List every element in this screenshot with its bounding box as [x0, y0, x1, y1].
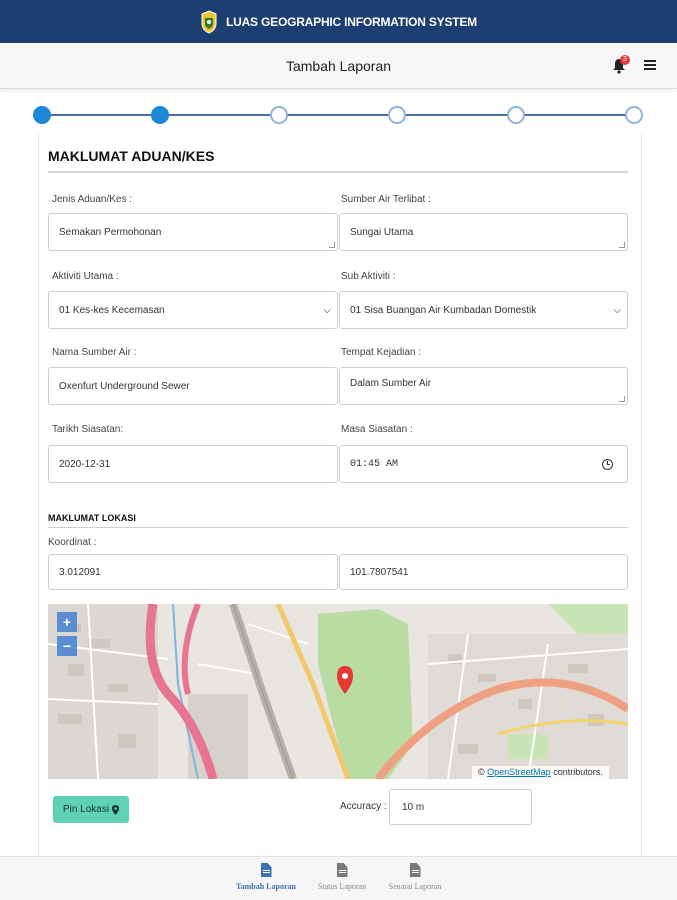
jenis-aduan-label: Jenis Aduan/Kes :: [52, 194, 133, 205]
latitude-value: 3.012091: [59, 566, 101, 578]
stepper-step-5[interactable]: [507, 106, 525, 124]
masa-siasatan-label: Masa Siasatan :: [341, 424, 413, 435]
stepper-step-1[interactable]: [33, 106, 51, 124]
tarikh-siasatan-value: 2020-12-31: [59, 458, 111, 470]
aktiviti-utama-value: 01 Kes-kes Kecemasan: [59, 304, 165, 316]
jenis-aduan-field[interactable]: [48, 213, 338, 251]
nav-status-laporan[interactable]: [307, 863, 377, 891]
accuracy-field[interactable]: [389, 789, 532, 825]
bottom-navigation: [0, 856, 677, 900]
nama-sumber-air-field[interactable]: [48, 367, 338, 405]
nav-label: Tambah Laporan: [236, 882, 296, 891]
stepper-step-3[interactable]: [270, 106, 288, 124]
nav-label: Senarai Laporan: [388, 882, 442, 891]
longitude-value: 101.7807541: [350, 566, 409, 578]
nav-label: Status Laporan: [317, 882, 367, 891]
section-divider: [48, 171, 628, 173]
jenis-aduan-value: Semakan Permohonan: [59, 226, 162, 238]
chevron-down-icon: ⌵: [323, 304, 331, 316]
attribution-suffix: contributors.: [553, 767, 603, 777]
progress-stepper: [0, 100, 677, 130]
nav-senarai-laporan[interactable]: [380, 863, 450, 891]
masa-siasatan-value: 01:45 AM: [350, 458, 399, 470]
longitude-field[interactable]: [339, 554, 628, 590]
attribution-copyright: ©: [478, 767, 485, 777]
stepper-step-6[interactable]: [625, 106, 643, 124]
page-title: Tambah Laporan: [285, 57, 392, 74]
stepper-line: [42, 114, 634, 116]
koordinat-label: Koordinat :: [48, 537, 97, 548]
state-crest-icon: [200, 10, 218, 34]
sub-aktiviti-select[interactable]: [339, 291, 628, 329]
document-icon: [337, 863, 348, 877]
nama-sumber-air-value: Oxenfurt Underground Sewer: [59, 380, 190, 392]
sub-aktiviti-value: 01 Sisa Buangan Air Kumbadan Domestik: [350, 304, 537, 316]
pin-lokasi-button[interactable]: [53, 796, 129, 823]
hamburger-menu-icon[interactable]: [644, 60, 656, 70]
tarikh-siasatan-field[interactable]: [48, 445, 338, 483]
notification-count-badge: 3: [620, 55, 630, 65]
stepper-step-4[interactable]: [388, 106, 406, 124]
aktiviti-utama-label: Aktiviti Utama :: [52, 271, 119, 282]
accuracy-label: Accuracy :: [340, 801, 387, 812]
clock-icon[interactable]: [602, 459, 613, 470]
location-map[interactable]: [48, 604, 628, 779]
document-icon: [261, 863, 272, 877]
nav-tambah-laporan[interactable]: [231, 863, 301, 891]
zoom-in-button[interactable]: +: [57, 612, 77, 632]
tempat-kejadian-value: Dalam Sumber Air: [350, 378, 432, 389]
openstreetmap-link[interactable]: OpenStreetMap: [487, 767, 551, 777]
latitude-field[interactable]: [48, 554, 338, 590]
tarikh-siasatan-label: Tarikh Siasatan:: [52, 424, 124, 435]
stepper-step-2[interactable]: [151, 106, 169, 124]
tempat-kejadian-label: Tempat Kejadian :: [341, 347, 422, 358]
lokasi-section-title: MAKLUMAT LOKASI: [48, 513, 136, 523]
masa-siasatan-field[interactable]: [339, 445, 628, 483]
page-header: [0, 43, 677, 89]
accuracy-value: 10 m: [402, 801, 425, 813]
document-icon: [410, 863, 421, 877]
sumber-air-terlibat-label: Sumber Air Terlibat :: [341, 194, 431, 205]
lokasi-divider: [48, 527, 628, 528]
resize-handle-icon[interactable]: [619, 396, 625, 402]
chevron-down-icon: ⌵: [613, 304, 621, 316]
resize-handle-icon[interactable]: [329, 242, 335, 248]
zoom-out-button[interactable]: −: [57, 636, 77, 656]
section-title: MAKLUMAT ADUAN/KES: [48, 148, 215, 164]
system-title: LUAS GEOGRAPHIC INFORMATION SYSTEM: [226, 14, 477, 29]
sumber-air-terlibat-value: Sungai Utama: [350, 226, 414, 238]
sub-aktiviti-label: Sub Aktiviti :: [341, 271, 396, 282]
map-tiles: [48, 604, 628, 779]
pin-lokasi-label: Pin Lokasi: [62, 804, 110, 815]
system-header: [0, 0, 677, 43]
map-pin-icon: [112, 805, 119, 815]
tempat-kejadian-field[interactable]: [339, 367, 628, 405]
aktiviti-utama-select[interactable]: [48, 291, 338, 329]
resize-handle-icon[interactable]: [619, 242, 625, 248]
nama-sumber-air-label: Nama Sumber Air :: [52, 347, 137, 358]
map-attribution: [472, 766, 609, 779]
sumber-air-terlibat-field[interactable]: [339, 213, 628, 251]
